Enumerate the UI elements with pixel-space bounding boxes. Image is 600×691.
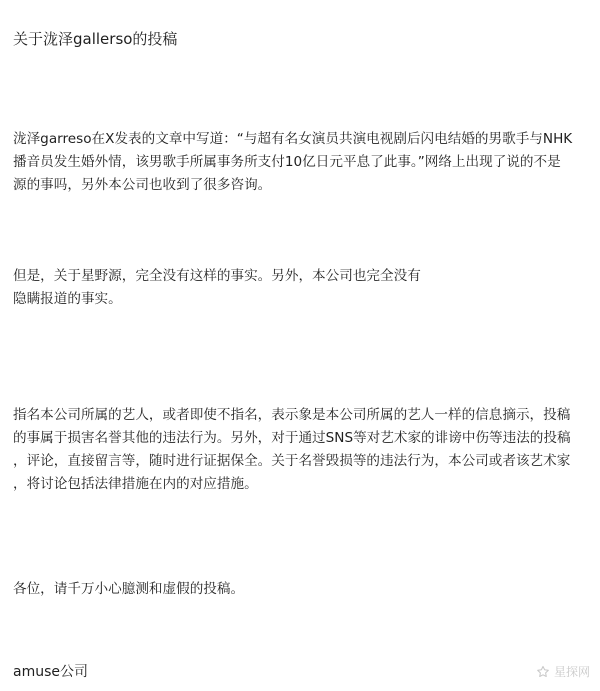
paragraph-3-line-1: 指名本公司所属的艺人，或者即使不指名，表示象是本公司所属的艺人一样的信息摘示，投稿: [13, 407, 571, 423]
paragraph-3-line-4: ，将讨论包括法律措施在内的对应措施。: [13, 476, 258, 492]
paragraph-2-line-2: 隐瞒报道的事实。: [13, 291, 122, 307]
paragraph-3-line-3: ，评论，直接留言等，随时进行证据保全。关于名誉毁损等的违法行为，本公司或者该艺术家: [13, 453, 571, 469]
company-signature: amuse公司: [13, 664, 88, 680]
paragraph-2: [13, 265, 589, 311]
watermark-text: 星探网: [553, 665, 590, 679]
star-logo-icon: [536, 665, 550, 679]
document-title: 关于泷泽gallerso的投稿: [13, 30, 178, 48]
watermark: [536, 664, 590, 680]
paragraph-4: [13, 578, 589, 601]
paragraph-2-line-1: 但是，关于星野源，完全没有这样的事实。另外，本公司也完全没有: [13, 268, 421, 284]
paragraph-1: [13, 128, 589, 197]
paragraph-1-line-3: 源的事吗，另外本公司也收到了很多咨询。: [13, 177, 272, 193]
paragraph-3-line-2: 的事属于损害名誉其他的违法行为。另外，对于通过SNS等对艺术家的诽谤中伤等违法的投稿: [13, 430, 571, 446]
paragraph-4-line-1: 各位，请千万小心臆测和虚假的投稿。: [13, 581, 245, 597]
paragraph-3: [13, 404, 589, 496]
paragraph-1-line-1: 泷泽garreso在X发表的文章中写道：“与超有名女演员共演电视剧后闪电结婚的男歌手与NHK: [13, 131, 573, 147]
paragraph-1-line-2: 播音员发生婚外情，该男歌手所属事务所支付10亿日元平息了此事。”网络上出现了说的不是: [13, 154, 561, 170]
